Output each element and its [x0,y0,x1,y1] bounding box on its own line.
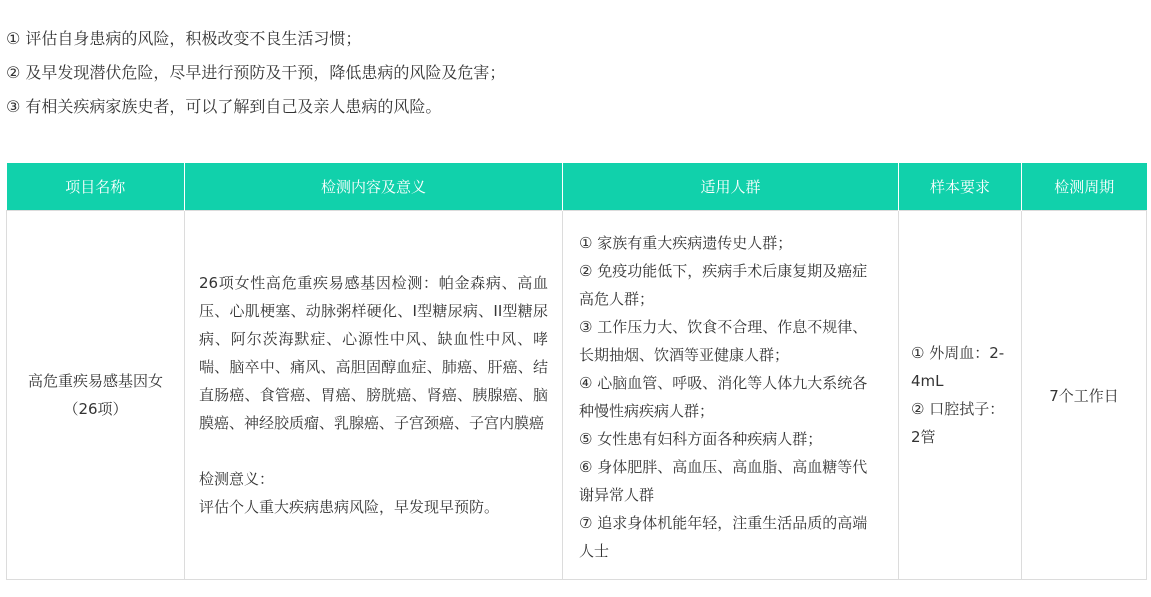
people-item-3: ③ 工作压力大、饮食不合理、作息不规律、长期抽烟、饮酒等亚健康人群； [579,318,868,364]
content-meaning: 评估个人重大疾病患病风险，早发现早预防。 [199,498,500,516]
people-item-1: ① 家族有重大疾病遗传史人群； [579,234,793,252]
sample-item-1: ① 外周血：2-4mL [911,344,1005,390]
header-people: 适用人群 [563,163,899,211]
people-item-5: ⑤ 女性患有妇科方面各种疾病人群； [579,430,823,448]
content-meaning-label: 检测意义： [199,470,275,488]
people-item-2: ② 免疫功能低下，疾病手术后康复期及癌症高危人群； [579,262,868,308]
header-project-name: 项目名称 [7,163,185,211]
header-content: 检测内容及意义 [185,163,563,211]
cell-cycle: 7个工作日 [1022,211,1147,580]
content-detection: 26项女性高危重疾易感基因检测：帕金森病、高血压、心肌梗塞、动脉粥样硬化、I型糖尿病、II型糖尿病、阿尔茨海默症、心源性中风、缺血性中风、哮喘、脑卒中、痛风、高胆固醇血症、肺癌、肝癌、结直肠癌、食管癌、胃癌、膀胱癌、肾癌、胰腺癌、脑膜癌、神经胶质瘤、乳腺癌、子宫颈癌、子宫内膜癌 [199,274,548,432]
cell-people [563,211,899,580]
people-item-7: ⑦ 追求身体机能年轻，注重生活品质的高端人士 [579,514,868,560]
content-spacer [199,437,548,465]
test-table-container [6,163,1146,580]
intro-list [6,22,1146,124]
sample-item-2: ② 口腔拭子：2管 [911,400,1005,446]
header-cycle: 检测周期 [1022,163,1147,211]
intro-item-3: ③ 有相关疾病家族史者，可以了解到自己及亲人患病的风险。 [6,97,442,116]
cell-content [185,211,563,580]
people-item-6: ⑥ 身体肥胖、高血压、高血脂、高血糖等代谢异常人群 [579,458,868,504]
intro-item-2: ② 及早发现潜伏危险，尽早进行预防及干预，降低患病的风险及危害； [6,63,506,82]
people-item-4: ④ 心脑血管、呼吸、消化等人体九大系统各种慢性病疾病人群； [579,374,868,420]
table-row [7,211,1147,580]
header-sample: 样本要求 [899,163,1022,211]
intro-item-1: ① 评估自身患病的风险，积极改变不良生活习惯； [6,29,362,48]
test-table [6,163,1147,580]
table-header-row [7,163,1147,211]
cell-project-name: 高危重疾易感基因女（26项） [7,211,185,580]
cell-sample [899,211,1022,580]
